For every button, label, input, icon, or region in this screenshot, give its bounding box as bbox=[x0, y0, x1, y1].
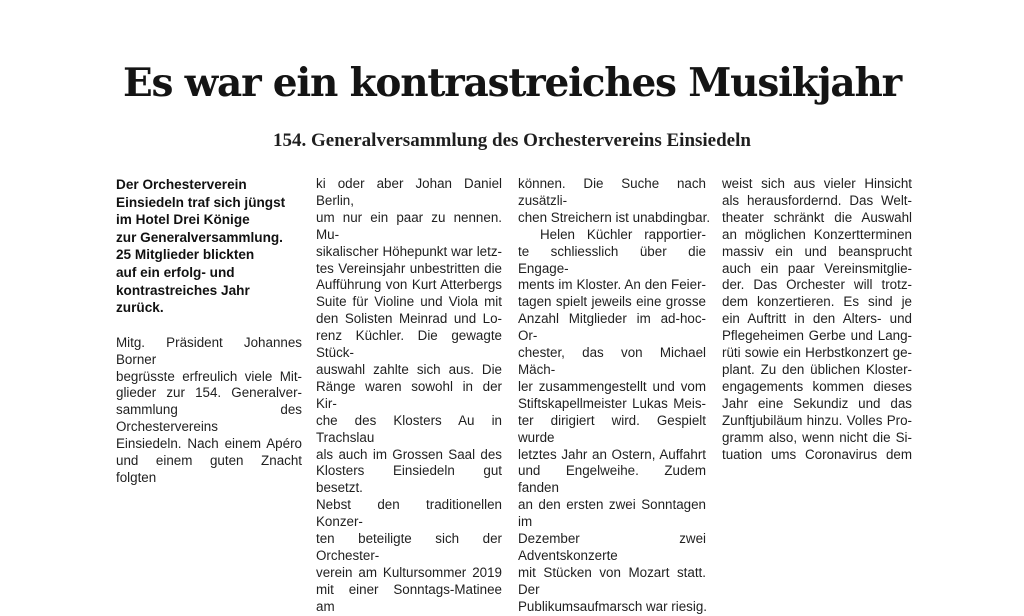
text-line: Mitg. Präsident Johannes Borner bbox=[116, 334, 302, 367]
text-line: und einem guten Znacht folgten bbox=[116, 453, 302, 485]
article-lead bbox=[116, 176, 302, 317]
text-line: Dezember zwei Adventskonzerte bbox=[518, 531, 706, 563]
lead-line: auf ein erfolg- und bbox=[116, 264, 235, 280]
article-column-2 bbox=[316, 176, 502, 616]
text-line: theater schränkt die Auswahl bbox=[722, 209, 912, 225]
text-line: ki oder aber Johan Daniel Berlin, bbox=[316, 176, 502, 208]
text-line: Jahr eine Sekundiz und das bbox=[722, 395, 912, 411]
text-line: renz Küchler. Die gewagte Stück- bbox=[316, 328, 502, 361]
text-line: sikalischer Höhepunkt war letz- bbox=[316, 243, 502, 259]
text-line: um nur ein paar zu nennen. Mu- bbox=[316, 209, 502, 242]
body-text bbox=[116, 335, 302, 487]
text-line: Zunftjubiläum hinzu. Volles Pro- bbox=[722, 412, 912, 428]
text-line: Pflegeheimen Gerbe und Lang- bbox=[722, 328, 912, 344]
text-line: Suite für Violine und Viola mit bbox=[316, 294, 502, 310]
text-line: und Engelweihe. Zudem fanden bbox=[518, 463, 706, 496]
article-headline: Es war ein kontrastreiches Musikjahr bbox=[122, 60, 901, 106]
text-line: können. Die Suche nach zusätzli- bbox=[518, 176, 706, 208]
text-line: begrüsste erfreulich viele Mit- bbox=[116, 368, 302, 384]
article-column-1 bbox=[116, 176, 302, 487]
text-line: als auch im Grossen Saal des bbox=[316, 446, 502, 462]
text-line: Anzahl Mitglieder im ad-hoc-Or- bbox=[518, 311, 706, 344]
lead-line: Einsiedeln traf sich jüngst bbox=[116, 194, 286, 210]
text-line: Nebst den traditionellen Konzer- bbox=[316, 497, 502, 530]
text-line: letztes Jahr an Ostern, Auffahrt bbox=[518, 446, 706, 462]
text-line: mit Stücken von Mozart statt. Der bbox=[518, 564, 706, 597]
lead-line: zurück. bbox=[116, 300, 164, 316]
text-line: auch ein paar Vereinsmitglie- bbox=[722, 260, 912, 276]
text-line: ten beteiligte sich der Orchester- bbox=[316, 531, 502, 563]
text-line: rüti sowie ein Herbstkonzert ge- bbox=[722, 345, 912, 361]
text-line: auswahl zahlte sich aus. Die bbox=[316, 361, 502, 377]
text-line: ments im Kloster. An den Feier- bbox=[518, 277, 706, 293]
text-line: dem konzertieren. Es sind je bbox=[722, 294, 912, 310]
text-line: Publikumsaufmarsch war riesig. bbox=[518, 598, 708, 614]
text-line: massiv ein und beansprucht bbox=[722, 243, 912, 259]
text-line: den Solisten Meinrad und Lo- bbox=[316, 311, 502, 327]
text-line: Ränge waren sowohl in der Kir- bbox=[316, 378, 502, 411]
text-line: glieder zur 154. Generalver- bbox=[116, 385, 302, 401]
lead-line: Der Orchesterverein bbox=[116, 177, 247, 192]
article-subtitle: 154. Generalversammlung des Orchestervereins Einsiedeln bbox=[273, 130, 751, 151]
text-line: Helen Küchler rapportier- bbox=[540, 226, 706, 242]
text-line: verein am Kultursommer 2019 bbox=[316, 564, 502, 580]
text-line: Stiftskapellmeister Lukas Meis- bbox=[518, 395, 706, 411]
lead-line: kontrastreiches Jahr bbox=[116, 282, 250, 298]
text-line: an möglichen Konzertterminen bbox=[722, 226, 912, 242]
article-column-4 bbox=[722, 176, 912, 463]
text-line: tagen spielt jeweils eine grosse bbox=[518, 294, 706, 310]
text-line: Aufführung von Kurt Atterbergs bbox=[316, 277, 502, 293]
text-line: tes Vereinsjahr unbestritten die bbox=[316, 260, 502, 276]
text-line: mit einer Sonntags-Matinee am bbox=[316, 581, 502, 614]
text-line: plant. Zu den üblichen Kloster- bbox=[722, 361, 912, 377]
text-line: chester, das von Michael Mäch- bbox=[518, 345, 706, 377]
text-line: che des Klosters Au in Trachslau bbox=[316, 412, 502, 445]
text-line: weist sich aus vieler Hinsicht bbox=[722, 176, 912, 191]
lead-line: 25 Mitglieder blickten bbox=[116, 247, 255, 263]
text-line: sammlung des Orchestervereins bbox=[116, 402, 302, 435]
text-line: ler zusammengestellt und vom bbox=[518, 378, 706, 394]
text-line: tuation ums Coronavirus dem bbox=[722, 446, 912, 462]
text-line: chen Streichern ist unabdingbar. bbox=[518, 209, 711, 225]
text-line: Einsiedeln. Nach einem Apéro bbox=[116, 436, 302, 452]
article-column-3 bbox=[518, 176, 711, 616]
text-line: ter dirigiert wird. Gespielt wurde bbox=[518, 412, 706, 445]
text-line: gramm also, wenn nicht die Si- bbox=[722, 429, 912, 445]
text-line: ein Auftritt in den Alters- und bbox=[722, 311, 912, 327]
text-line: der. Das Orchester will trotz- bbox=[722, 277, 912, 293]
text-line: engagements kommen dieses bbox=[722, 378, 912, 394]
text-line: an den ersten zwei Sonntagen im bbox=[518, 497, 706, 530]
text-line: te schliesslich über die Engage- bbox=[518, 243, 706, 276]
lead-line: im Hotel Drei Könige bbox=[116, 212, 250, 228]
lead-line: zur Generalversammlung. bbox=[116, 229, 283, 245]
text-line: als herausfordernd. Das Welt- bbox=[722, 192, 912, 208]
text-line: Klosters Einsiedeln gut besetzt. bbox=[316, 463, 502, 496]
